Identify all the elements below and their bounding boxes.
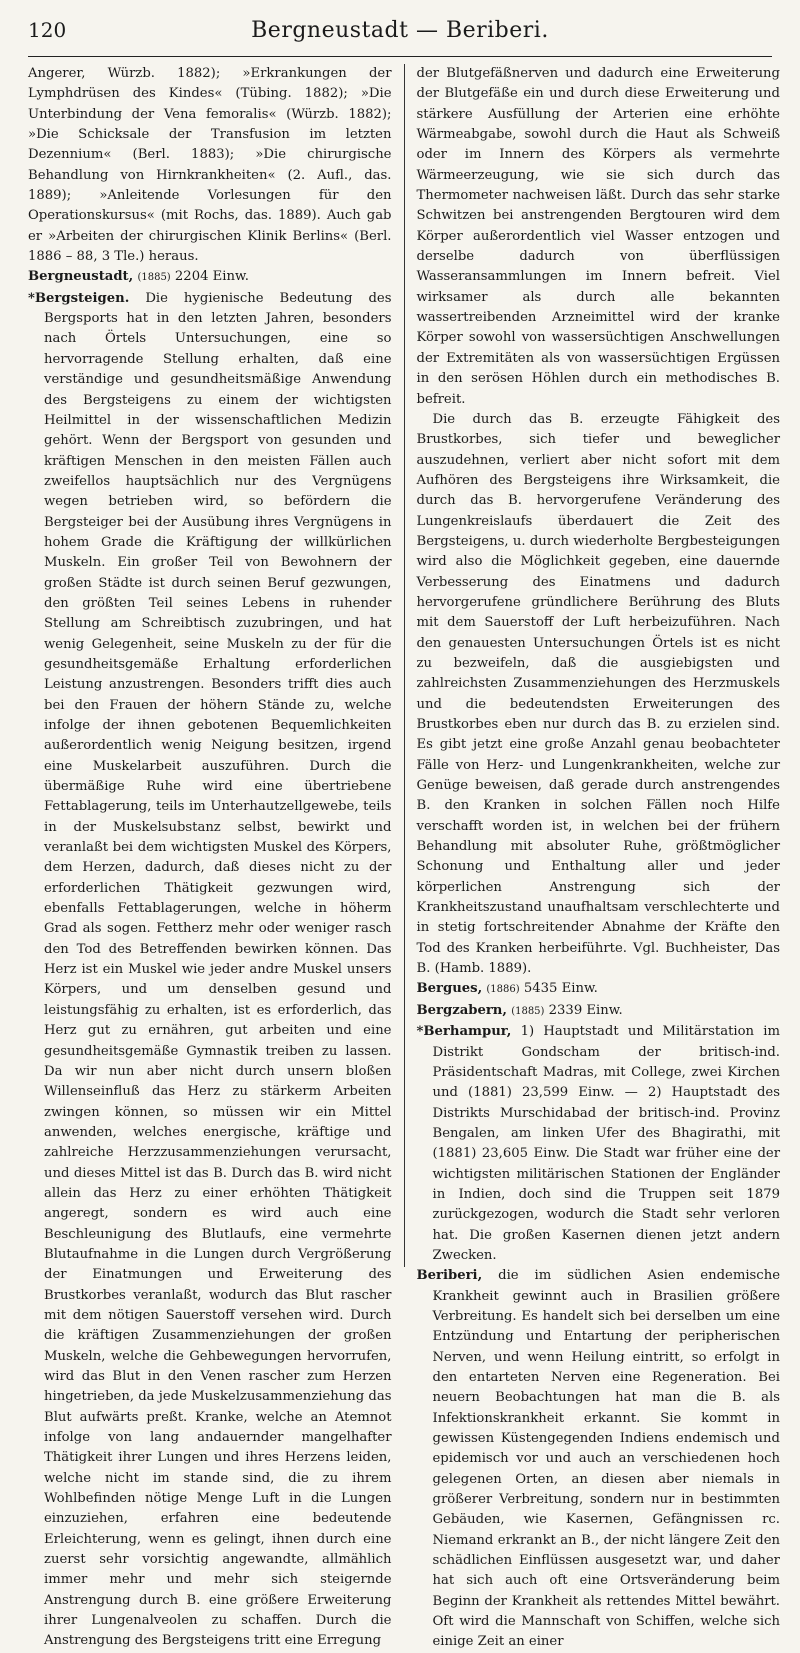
entry-text: 2339 Einw. bbox=[548, 1002, 623, 1018]
left-column bbox=[28, 64, 404, 1649]
entry-text: die im südlichen Asien endemische Krankheit gewinnt auch in Brasilien größere Verbreitung. Es handelt sich bei derselben um eine Entzündung und Entartung der peripherischen Nerven, und wenn Heilung eintritt, so erfolgt in den entarteten Nerven eine Regeneration. Bei neuern Beobachtungen hat man die B. als Infektionskrankheit erkannt. Sie kommt in gewissen Küstengegenden Indiens endemisch und epidemisch vor und auch an verschiedenen hoch gelegenen Orten, an diesen aber niemals in größerer Verbreitung, sondern nur in bestimmten Gebäuden, wie Kasernen, Gefängnissen rc. Niemand erkrankt an B., der nicht längere Zeit den schädlichen Einflüssen ausgesetzt war, und daher hat sich auch oft eine Ortsveränderung beim Beginn der Krankheit als rettendes Mittel bewährt. Oft wird die Mannschaft von Schiffen, welche sich einige Zeit an einer bbox=[432, 1268, 780, 1650]
entry-text: Die durch das B. erzeugte Fähigkeit des Brustkorbes, sich tiefer und beweglicher auszudehnen, verliert aber nicht sofort mit dem Aufhören des Bergsteigens ihre Wirksamkeit, die durch das B. hervorgerufene Veränderung des Lungenkreislaufs überdauert die Zeit des Bergsteigens, u. durch wiederholte Bergbesteigungen wird also die Möglichkeit gegeben, eine dauernde Verbesserung des Einatmens und dadurch hervorgerufene gründlichere Berührung des Bluts mit dem Sauerstoff der Luft herbeizuführen. Nach den genauesten Untersuchungen Örtels ist es nicht zu bezweifeln, daß die ausgiebigsten und zahlreichsten Zusammenziehungen des Herzmuskels und die bedeutendsten Erweiterungen des Brustkorbes eben nur durch das B. zu erzielen sind. Es gibt jetzt eine große Anzahl genau beobachteter Fälle von Herz- und Lungenkrankheiten, welche zur Genüge beweisen, daß gerade durch anstrengendes B. den Kranken in solchen Fällen noch Hilfe verschafft worden ist, in welchen bei der frühern Behandlung mit absoluter Ruhe, größtmöglicher Schonung und Enthaltung aller und jeder körperlichen Anstrengung sich der Krankheitszustand unaufhaltsam verschlechterte und in stetig fortschreitender Abnahme der Kräfte den Tod des Kranken herbeiführte. Vgl. Buchheister, Das B. (Hamb. 1889). bbox=[416, 411, 780, 977]
entry-text: 5435 Einw. bbox=[523, 981, 598, 997]
entry-berhampur bbox=[417, 1022, 781, 1266]
entry-bergzabern bbox=[417, 1001, 781, 1022]
entry-headword: Bergzabern, bbox=[416, 1002, 507, 1018]
entry-bergues bbox=[417, 979, 781, 1000]
entry-year: (1885) bbox=[511, 1005, 545, 1017]
entry-continuation bbox=[28, 64, 392, 267]
entry-text: 2204 Einw. bbox=[174, 269, 249, 285]
entry-text: der Blutgefäßnerven und dadurch eine Erweiterung der Blutgefäße ein und durch diese Erweiterung und stärkere Ausfüllung der Arterien eine erhöhte Wärmeabgabe, sowohl durch die Haut als Schweiß oder im Innern des Körpers als vermehrte Wärmeerzeugung, wie sie sich durch das Thermometer nachweisen läßt. Durch das sehr starke Schwitzen bei anstrengenden Bergtouren wird dem Körper außerordentlich viel Wasser entzogen und derselbe dadurch von überflüssigen Wasseransammlungen im Innern befreit. Viel wirksamer als durch alle bekannten wassertreibenden Arzneimittel wird der kranke Körper sowohl von wassersüchtigen Anschwellungen der Extremitäten als von wassersüchtigen Ergüssen in den serösen Höhlen durch ein methodisches B. befreit. bbox=[416, 66, 780, 407]
text-columns bbox=[28, 64, 780, 1650]
right-column bbox=[404, 64, 781, 1650]
entry-paragraph bbox=[417, 410, 781, 980]
entry-headword: Beriberi, bbox=[416, 1268, 483, 1284]
entry-year: (1886) bbox=[486, 984, 520, 996]
entry-text: 1) Hauptstadt und Militärstation im Distrikt Gondscham der britisch-ind. Präsidentschaft Madras, mit College, zwei Kirchen und (1881) 23,599 Einw. — 2) Hauptstadt des Distrikts Murschidabad der britisch-ind. Provinz Bengalen, am linken Ufer des Bhagirathi, mit (1881) 23,605 Einw. Die Stadt war früher eine der wichtigsten militärischen Stationen der Engländer in Indien, doch sind die Truppen seit 1879 zurückgezogen, wodurch die Stadt sehr verloren hat. Die großen Kasernen dienen jetzt andern Zwecken. bbox=[432, 1024, 780, 1263]
page-number: 120 bbox=[28, 18, 67, 42]
entry-headword: Bergues, bbox=[416, 981, 483, 997]
entry-bergsteigen bbox=[28, 289, 392, 1652]
entry-bergneustadt bbox=[28, 267, 392, 288]
entry-beriberi bbox=[417, 1266, 781, 1653]
entry-headword: *Bergsteigen. bbox=[28, 290, 130, 306]
entry-text: Angerer, Würzb. 1882); »Erkrankungen der Lymphdrüsen des Kindes« (Tübing. 1882); »Die Unterbindung der Vena femoralis« (Würzb. 1882); »Die Schicksale der Transfusion im letzten Dezennium« (Berl. 1883); »Die chirurgische Behandlung von Hirnkrankheiten« (2. Aufl., das. 1889); »Anleitende Vorlesungen für den Operationskursus« (mit Rochs, das. 1889). Auch gab er »Arbeiten der chirurgischen Klinik Berlins« (Berl. 1886 – 88, 3 Tle.) heraus. bbox=[28, 66, 392, 265]
entry-year: (1885) bbox=[137, 272, 171, 284]
entry-headword: *Berhampur, bbox=[416, 1024, 512, 1040]
running-title: Bergneustadt — Beriberi. bbox=[251, 18, 549, 43]
entry-text: Die hygienische Bedeutung des Bergsports hat in den letzten Jahren, besonders nach Örtels Untersuchungen, eine so hervorragende Stellung erhalten, daß eine verständige und gesundheitsmäßige Anwendung des Bergsteigens zu einem der wichtigsten Heilmittel in der wissenschaftlichen Medizin gehört. Wenn der Bergsport von gesunden und kräftigen Menschen in den meisten Fällen auch zweifellos hauptsächlich nur des Vergnügens wegen betrieben wird, so befördern die Bergsteiger bei der Ausübung ihres Vergnügens in hohem Grade die Kräftigung der willkürlichen Muskeln. Ein großer Teil von Bewohnern der großen Städte ist durch seinen Beruf gezwungen, den größten Teil seines Lebens in ruhender Stellung am Schreibtisch zuzubringen, und hat wenig Gelegenheit, seine Muskeln zu der für die gesundheitsgemäße Erhaltung erforderlichen Leistung anzustrengen. Besonders trifft dies auch bei den Frauen der höhern Stände zu, welche infolge der ihnen gebotenen Bequemlichkeiten außerordentlich wenig Neigung besitzen, irgend eine Muskelarbeit auszuführen. Durch die übermäßige Ruhe wird eine übertriebene Fettablagerung, teils im Unterhautzellgewebe, teils in der Muskelsubstanz selbst, bewirkt und veranlaßt bei dem wichtigsten Muskel des Körpers, dem Herzen, dadurch, daß dieses nicht zu der erforderlichen Thätigkeit gezwungen wird, ebenfalls Fettablagerungen, welche in höherm Grad als sogen. Fettherz mehr oder weniger rasch den Tod des Betreffenden bewirken können. Das Herz ist ein Muskel wie jeder andre Muskel unsers Körpers, und um denselben gesund und leistungsfähig zu erhalten, ist es erforderlich, das Herz gut zu ernähren, gut arbeiten und eine gesundheitsgemäße Gymnastik treiben zu lassen. Da wir nun aber nicht durch unsern bloßen Willenseinfluß das Herz zu stärkerm Arbeiten zwingen können, so müssen wir ein Mittel anwenden, welches energische, kräftige und zahlreiche Herzzusammenziehungen verursacht, und dieses Mittel ist das B. Durch das B. wird nicht allein das Herz zu einer erhöhten Thätigkeit angeregt, sondern es wird auch eine Beschleunigung des Blutlaufs, eine vermehrte Blutaufnahme in die Lungen durch Vergrößerung der Einatmungen und Erweiterung des Brustkorbes veranlaßt, wodurch das Blut rascher mit dem nötigen Sauerstoff versehen wird. Durch die kräftigen Zusammenziehungen der großen Muskeln, welche die Gehbewegungen hervorrufen, wird das Blut in den Venen rascher zum Herzen hingetrieben, da jede Muskelzusammenziehung das Blut aufwärts preßt. Kranke, welche an Atemnot infolge von lang andauernder mangelhafter Thätigkeit ihrer Lungen und ihres Herzens leiden, welche nicht im stande sind, die zu ihrem Wohlbefinden nötige Menge Luft in die Lungen einzuziehen, erfahren eine bedeutende Erleichterung, wenn es gelingt, ihnen durch eine zuerst sehr vorsichtig angewandte, allmählich immer mehr und mehr sich steigernde Anstrengung durch B. eine größere Erweiterung ihrer Lungenalveolen zu schaffen. Durch die Anstrengung des Bergsteigens tritt eine Erregung bbox=[44, 290, 392, 1649]
entry-headword: Bergneustadt, bbox=[28, 269, 134, 285]
page-header bbox=[28, 18, 772, 52]
entry-continuation bbox=[417, 64, 781, 410]
header-rule bbox=[28, 56, 772, 57]
